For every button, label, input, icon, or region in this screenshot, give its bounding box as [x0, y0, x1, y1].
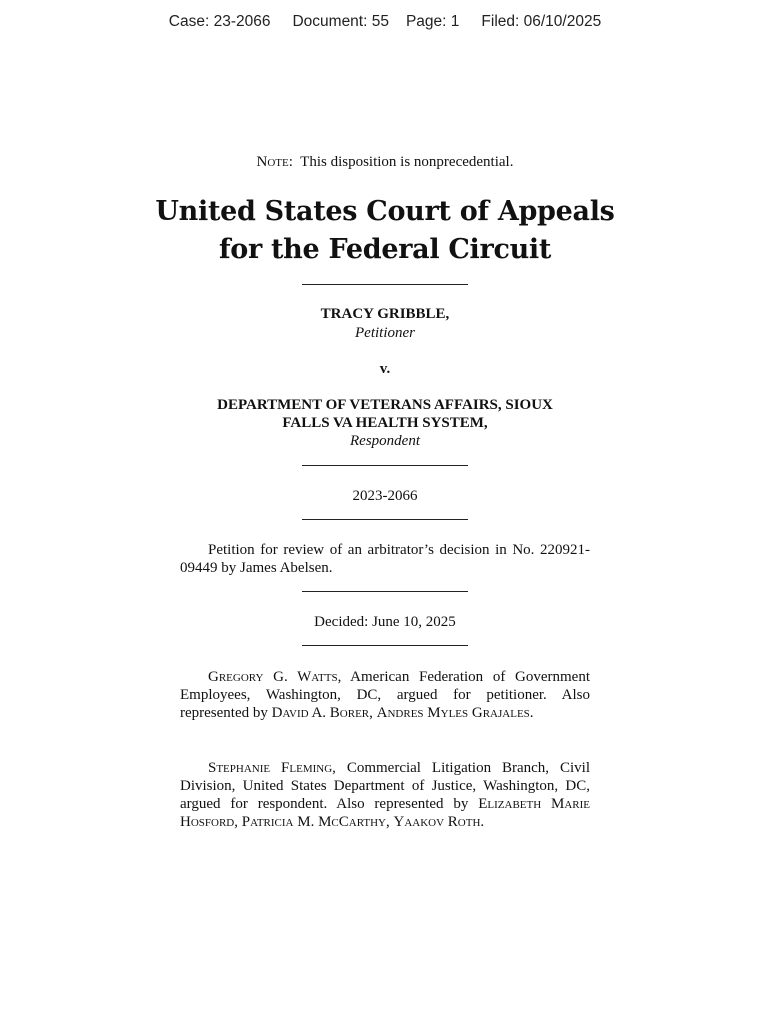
- counsel-respondent: Stephanie Fleming, Commercial Litigation Branch, Civil Division, United States Department of Justice, Washington, DC, argued for respondent. Also represented by Elizabeth Marie Hosford, Patricia M. McCarthy, Yaakov Roth.: [180, 760, 590, 830]
- versus: v.: [379, 361, 391, 377]
- court-title-line2: for the Federal Circuit: [218, 234, 552, 265]
- docket-number: 2023-2066: [352, 488, 418, 504]
- respondent-name-line2: FALLS VA HEALTH SYSTEM,: [282, 415, 488, 431]
- counsel-other-name: David A. Borer: [271, 705, 370, 721]
- petitioner-name: TRACY GRIBBLE,: [320, 306, 450, 322]
- counsel-text: , American Federation of Government Employees, Washington, DC, argued for petitioner. Also represented by: [180, 669, 590, 721]
- counsel-other-name: Andres Myles Grajales: [376, 705, 530, 721]
- nonprecedential-note: Note: This disposition is nonprecedential.: [256, 154, 514, 170]
- divider: [302, 465, 468, 466]
- note-label: Note: [256, 154, 289, 170]
- divider: [302, 591, 468, 592]
- document-number: Document: 55: [292, 13, 389, 30]
- decided-date: Decided: June 10, 2025: [314, 614, 456, 630]
- respondent-name-line1: DEPARTMENT OF VETERANS AFFAIRS, SIOUX: [217, 397, 553, 413]
- court-title: [150, 193, 620, 269]
- petitioner-role: Petitioner: [355, 325, 415, 341]
- divider: [302, 284, 468, 285]
- counsel-text: , Commercial Litigation Branch, Civil Division, United States Department of Justice, Washington, DC, argued for respondent. Also represented by: [180, 760, 590, 812]
- petition-description: Petition for review of an arbitrator’s decision in No. 220921-09449 by James Abelsen.: [180, 542, 590, 576]
- respondent-role: Respondent: [350, 433, 420, 449]
- court-title-line1: United States Court of Appeals: [155, 196, 615, 227]
- case-number: Case: 23-2066: [168, 13, 271, 30]
- divider: [302, 519, 468, 520]
- petitioner-block: [180, 305, 590, 342]
- counsel-lead-name: Stephanie Fleming: [208, 760, 333, 776]
- page-number: Page: 1: [405, 13, 460, 30]
- document-header: [0, 13, 770, 31]
- counsel-other-name: Yaakov Roth: [393, 814, 481, 830]
- note-text: This disposition is nonprecedential.: [300, 154, 514, 170]
- counsel-lead-name: Gregory G. Watts: [208, 669, 338, 685]
- counsel-other-name: Patricia M. McCarthy: [241, 814, 386, 830]
- filed-date: Filed: 06/10/2025: [481, 13, 602, 30]
- divider: [302, 645, 468, 646]
- counsel-other-name: Elizabeth Marie Hosford: [180, 796, 590, 830]
- counsel-petitioner: Gregory G. Watts, American Federation of Government Employees, Washington, DC, argued for petitioner. Also represented by David A. Borer, Andres Myles Grajales.: [180, 669, 590, 721]
- respondent-block: [180, 396, 590, 450]
